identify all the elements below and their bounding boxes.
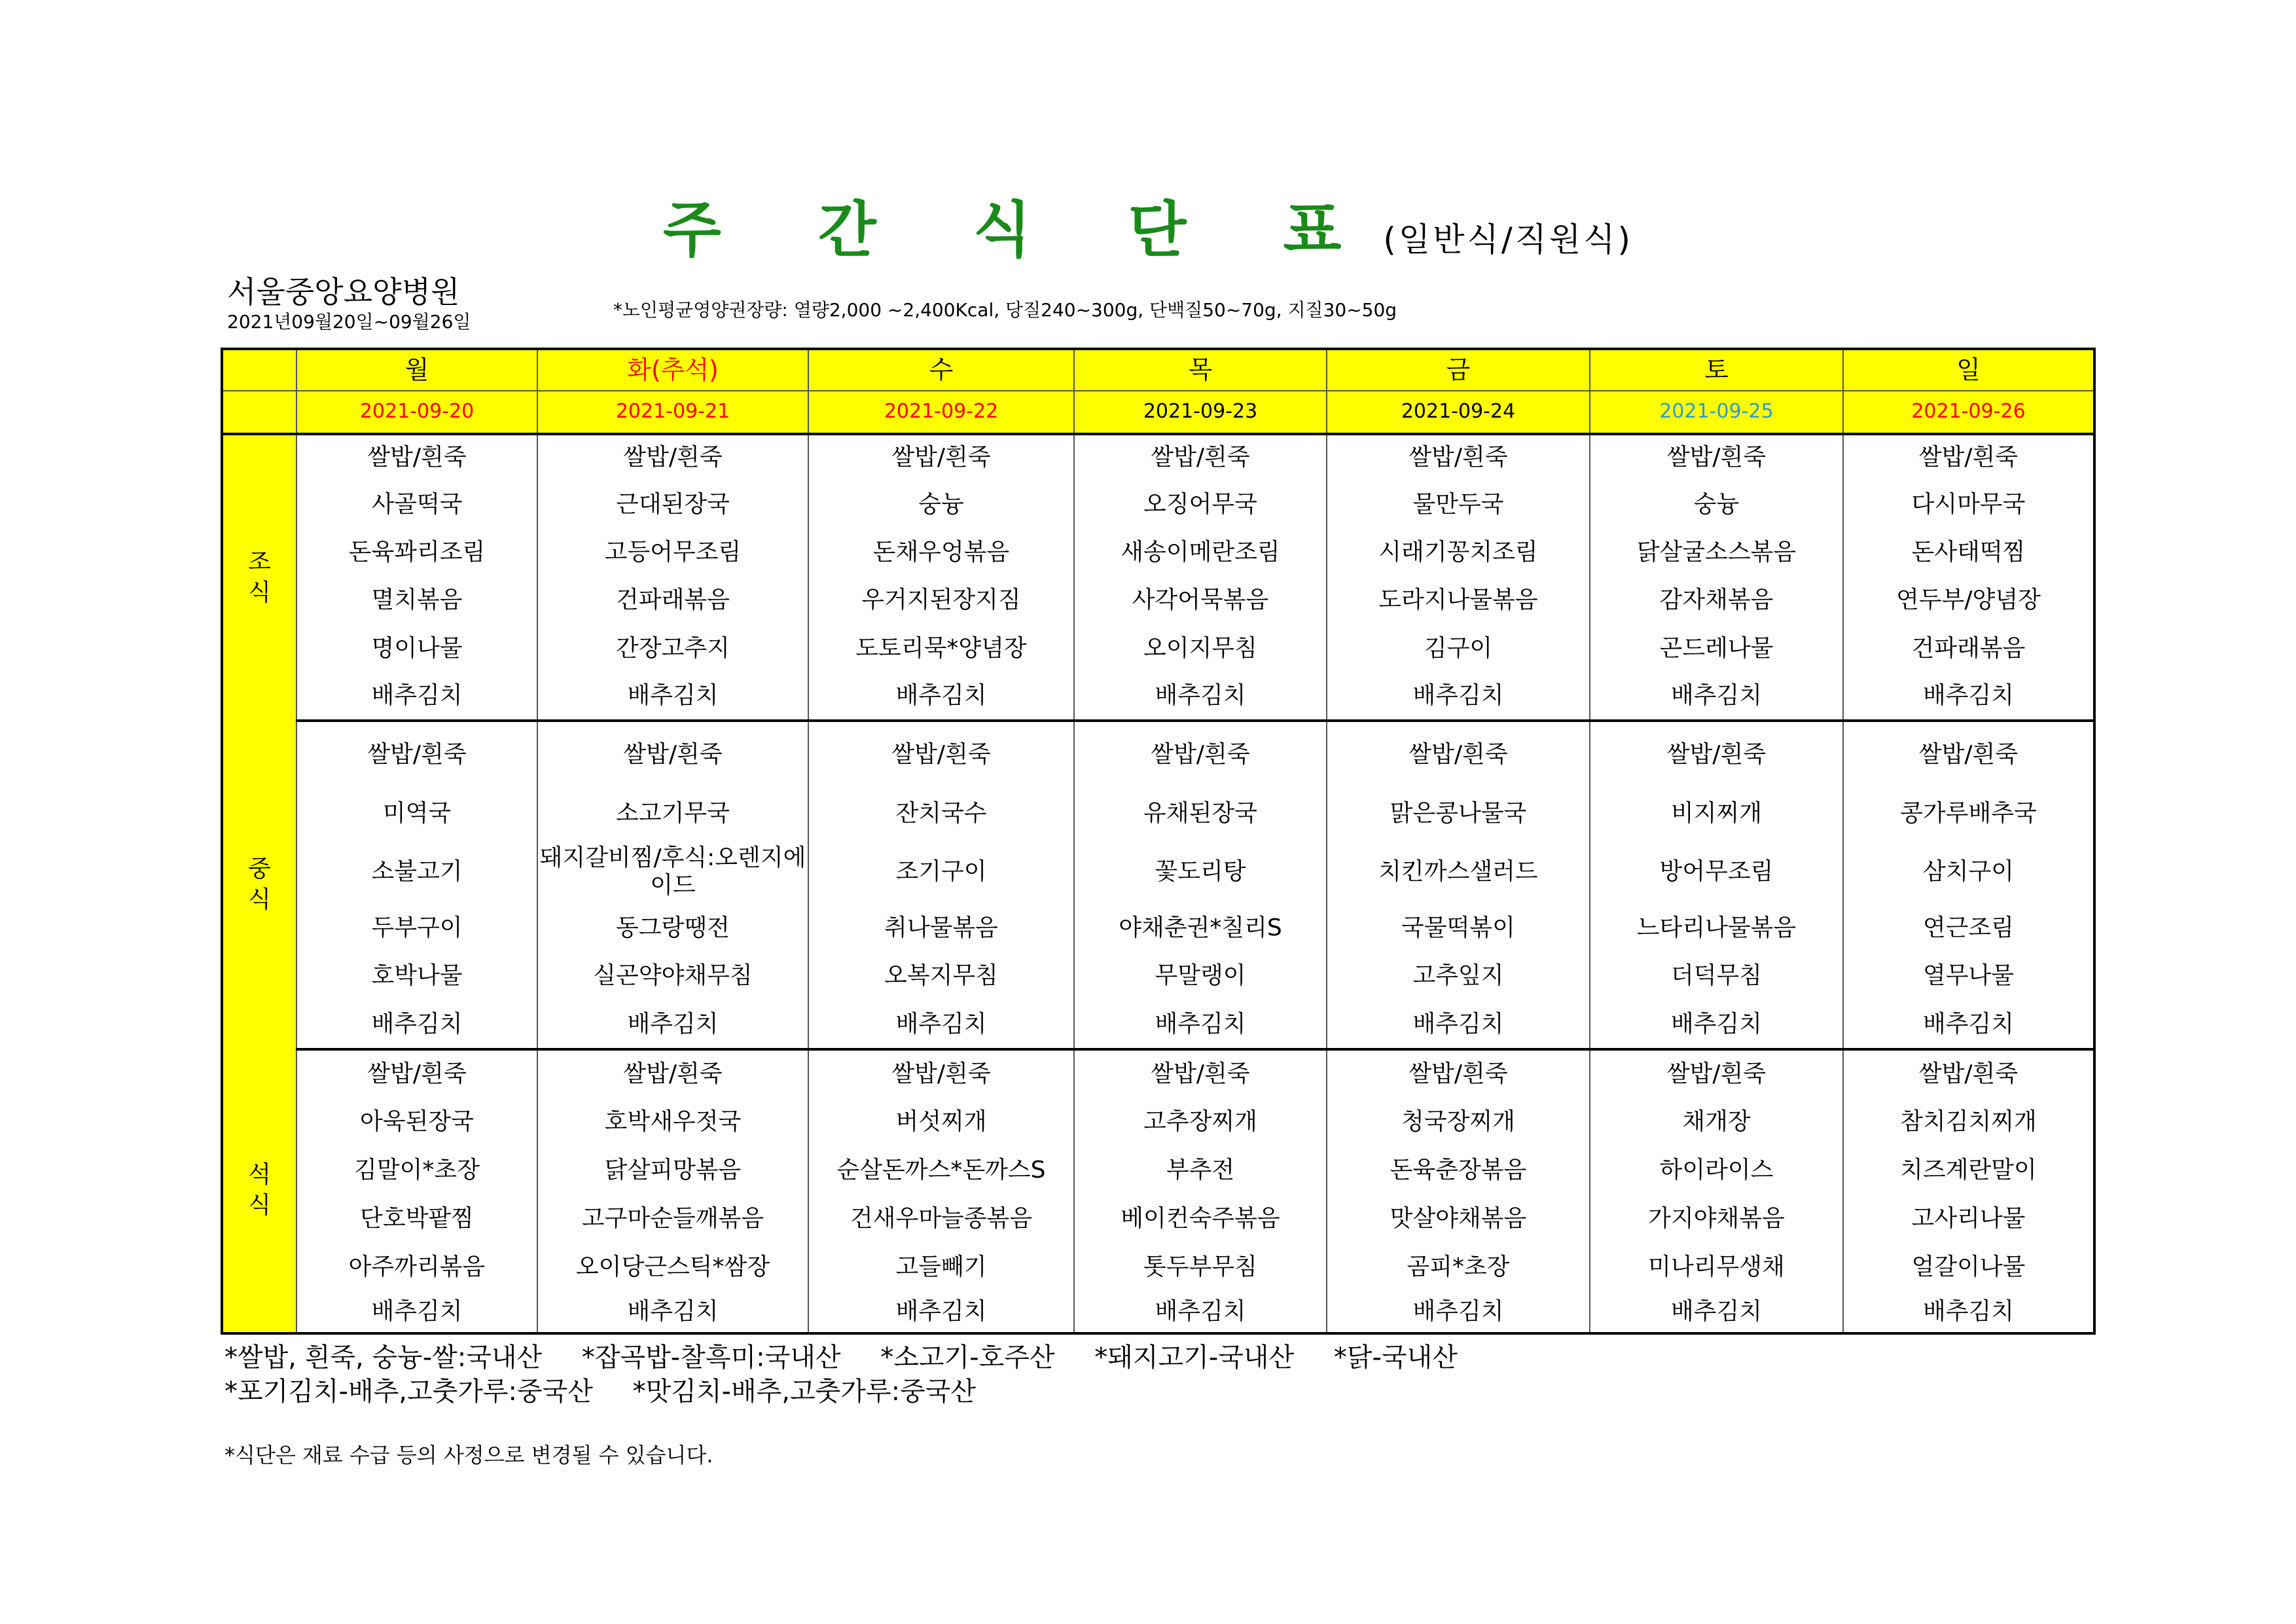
origin-notes bbox=[224, 1341, 1458, 1409]
title-main: 주 간 식 단 표 bbox=[662, 195, 1380, 265]
date-header-row bbox=[222, 391, 2094, 434]
menu-row bbox=[222, 434, 2094, 480]
origin-note: *포기김치-배추,고춧가루:중국산 bbox=[224, 1377, 593, 1407]
menu-item: 우거지된장지짐 bbox=[808, 576, 1074, 625]
menu-item: 배추김치 bbox=[537, 1291, 808, 1333]
corner-cell bbox=[222, 349, 296, 391]
day-label: 화(추석) bbox=[537, 349, 808, 391]
menu-row bbox=[222, 576, 2094, 625]
menu-item: 단호박팥찜 bbox=[296, 1194, 537, 1243]
meal-label-char: 중 bbox=[248, 856, 271, 883]
menu-item: 쌀밥/흰죽 bbox=[1590, 721, 1843, 788]
menu-item: 배추김치 bbox=[537, 673, 808, 721]
menu-item: 오이지무침 bbox=[1074, 625, 1327, 673]
menu-item: 근대된장국 bbox=[537, 480, 808, 530]
dinner-label bbox=[222, 1049, 296, 1333]
meal-label-text bbox=[248, 1160, 271, 1221]
menu-item: 시래기꽁치조림 bbox=[1327, 530, 1590, 576]
day-date: 2021-09-25 bbox=[1590, 391, 1843, 434]
day-label: 목 bbox=[1074, 349, 1327, 391]
menu-item: 얼갈이나물 bbox=[1843, 1243, 2094, 1291]
day-date: 2021-09-24 bbox=[1327, 391, 1590, 434]
menu-item: 고구마순들깨볶음 bbox=[537, 1194, 808, 1243]
menu-item: 쌀밥/흰죽 bbox=[1843, 434, 2094, 480]
menu-item: 감자채볶음 bbox=[1590, 576, 1843, 625]
menu-row bbox=[222, 673, 2094, 721]
nutrition-note: *노인평균영양권장량: 열량2,000 ~2,400Kcal, 당질240~300g, 단백질50~70g, 지질30~50g bbox=[613, 299, 1397, 321]
menu-item: 삼치구이 bbox=[1843, 839, 2094, 905]
menu-item: 배추김치 bbox=[1590, 673, 1843, 721]
origin-note: *쌀밥, 흰죽, 숭늉-쌀:국내산 bbox=[224, 1343, 543, 1373]
menu-item: 배추김치 bbox=[808, 1291, 1074, 1333]
meal-label-char: 식 bbox=[248, 579, 271, 606]
menu-item: 배추김치 bbox=[1843, 1291, 2094, 1333]
menu-row bbox=[222, 1194, 2094, 1243]
meal-label-text bbox=[248, 547, 271, 609]
menu-item: 숭늉 bbox=[1590, 480, 1843, 530]
menu-item: 돈사태떡찜 bbox=[1843, 530, 2094, 576]
menu-item: 쌀밥/흰죽 bbox=[296, 434, 537, 480]
day-date: 2021-09-26 bbox=[1843, 391, 2094, 434]
menu-item: 쌀밥/흰죽 bbox=[1590, 434, 1843, 480]
menu-item: 미나리무생채 bbox=[1590, 1243, 1843, 1291]
menu-item: 더덕무침 bbox=[1590, 951, 1843, 1000]
menu-item: 돈육꽈리조림 bbox=[296, 530, 537, 576]
menu-item: 맛살야채볶음 bbox=[1327, 1194, 1590, 1243]
menu-item: 비지찌개 bbox=[1590, 788, 1843, 839]
menu-item: 콩가루배추국 bbox=[1843, 788, 2094, 839]
menu-row bbox=[222, 530, 2094, 576]
menu-item: 소불고기 bbox=[296, 839, 537, 905]
menu-item: 도라지나물볶음 bbox=[1327, 576, 1590, 625]
day-date: 2021-09-22 bbox=[808, 391, 1074, 434]
menu-item: 아욱된장국 bbox=[296, 1097, 537, 1146]
menu-item: 배추김치 bbox=[1074, 673, 1327, 721]
menu-item: 쌀밥/흰죽 bbox=[1843, 1049, 2094, 1097]
menu-item: 순살돈까스*돈까스S bbox=[808, 1146, 1074, 1194]
menu-item: 배추김치 bbox=[1327, 1000, 1590, 1049]
menu-item: 호박나물 bbox=[296, 951, 537, 1000]
menu-period: 2021년09월20일~09월26일 bbox=[227, 311, 471, 333]
menu-item: 다시마무국 bbox=[1843, 480, 2094, 530]
disclaimer: *식단은 재료 수급 등의 사정으로 변경될 수 있습니다. bbox=[224, 1443, 713, 1468]
menu-item: 쌀밥/흰죽 bbox=[537, 721, 808, 788]
lunch-label bbox=[222, 721, 296, 1050]
menu-item: 오복지무침 bbox=[808, 951, 1074, 1000]
menu-item: 참치김치찌개 bbox=[1843, 1097, 2094, 1146]
menu-row bbox=[222, 625, 2094, 673]
menu-row bbox=[222, 839, 2094, 905]
menu-item: 사골떡국 bbox=[296, 480, 537, 530]
weekly-menu-table bbox=[221, 348, 2096, 1335]
menu-item: 쌀밥/흰죽 bbox=[808, 721, 1074, 788]
menu-item: 쌀밥/흰죽 bbox=[1074, 721, 1327, 788]
menu-item: 고들빼기 bbox=[808, 1243, 1074, 1291]
menu-item: 연두부/양념장 bbox=[1843, 576, 2094, 625]
corner-cell bbox=[222, 391, 296, 434]
menu-item: 꽃도리탕 bbox=[1074, 839, 1327, 905]
menu-item: 닭살피망볶음 bbox=[537, 1146, 808, 1194]
menu-item: 고등어무조림 bbox=[537, 530, 808, 576]
menu-item: 쌀밥/흰죽 bbox=[296, 1049, 537, 1097]
menu-item: 실곤약야채무침 bbox=[537, 951, 808, 1000]
menu-item: 도토리묵*양념장 bbox=[808, 625, 1074, 673]
menu-item: 건파래볶음 bbox=[1843, 625, 2094, 673]
day-label: 금 bbox=[1327, 349, 1590, 391]
menu-item: 고사리나물 bbox=[1843, 1194, 2094, 1243]
menu-item: 맑은콩나물국 bbox=[1327, 788, 1590, 839]
menu-item: 건새우마늘종볶음 bbox=[808, 1194, 1074, 1243]
menu-item: 닭살굴소스볶음 bbox=[1590, 530, 1843, 576]
day-date: 2021-09-23 bbox=[1074, 391, 1327, 434]
day-label: 일 bbox=[1843, 349, 2094, 391]
menu-row bbox=[222, 951, 2094, 1000]
menu-item: 쌀밥/흰죽 bbox=[808, 434, 1074, 480]
menu-row bbox=[222, 788, 2094, 839]
menu-item: 하이라이스 bbox=[1590, 1146, 1843, 1194]
menu-item: 베이컨숙주볶음 bbox=[1074, 1194, 1327, 1243]
menu-item: 방어무조림 bbox=[1590, 839, 1843, 905]
menu-item: 고추장찌개 bbox=[1074, 1097, 1327, 1146]
menu-item: 배추김치 bbox=[537, 1000, 808, 1049]
menu-item: 배추김치 bbox=[1074, 1291, 1327, 1333]
menu-item: 쌀밥/흰죽 bbox=[537, 434, 808, 480]
menu-item: 동그랑땡전 bbox=[537, 905, 808, 951]
menu-item: 배추김치 bbox=[1843, 673, 2094, 721]
menu-item: 돈육춘장볶음 bbox=[1327, 1146, 1590, 1194]
menu-item: 소고기무국 bbox=[537, 788, 808, 839]
menu-row bbox=[222, 1097, 2094, 1146]
menu-item: 오징어무국 bbox=[1074, 480, 1327, 530]
menu-row bbox=[222, 480, 2094, 530]
menu-item: 돈채우엉볶음 bbox=[808, 530, 1074, 576]
menu-item: 쌀밥/흰죽 bbox=[1843, 721, 2094, 788]
menu-item: 오이당근스틱*쌈장 bbox=[537, 1243, 808, 1291]
origin-note: *맛김치-배추,고춧가루:중국산 bbox=[632, 1377, 976, 1407]
menu-item: 곤드레나물 bbox=[1590, 625, 1843, 673]
meal-label-text bbox=[248, 854, 271, 916]
origin-note: *잡곡밥-찰흑미:국내산 bbox=[581, 1343, 841, 1373]
page-title bbox=[0, 182, 2296, 268]
origin-notes-line-2 bbox=[224, 1375, 1458, 1409]
menu-item: 조기구이 bbox=[808, 839, 1074, 905]
meal-label-char: 식 bbox=[248, 1192, 271, 1219]
menu-item: 김말이*초장 bbox=[296, 1146, 537, 1194]
menu-item: 새송이메란조림 bbox=[1074, 530, 1327, 576]
origin-note: *돼지고기-국내산 bbox=[1094, 1343, 1295, 1373]
menu-item: 배추김치 bbox=[808, 1000, 1074, 1049]
menu-item: 배추김치 bbox=[1074, 1000, 1327, 1049]
menu-item: 고추잎지 bbox=[1327, 951, 1590, 1000]
menu-item: 버섯찌개 bbox=[808, 1097, 1074, 1146]
day-date: 2021-09-20 bbox=[296, 391, 537, 434]
menu-item: 쌀밥/흰죽 bbox=[808, 1049, 1074, 1097]
menu-item: 가지야채볶음 bbox=[1590, 1194, 1843, 1243]
menu-row bbox=[222, 1049, 2094, 1097]
menu-item: 쌀밥/흰죽 bbox=[1327, 1049, 1590, 1097]
menu-item: 청국장찌개 bbox=[1327, 1097, 1590, 1146]
menu-item: 배추김치 bbox=[1327, 1291, 1590, 1333]
menu-row bbox=[222, 1243, 2094, 1291]
menu-item: 무말랭이 bbox=[1074, 951, 1327, 1000]
menu-item: 부추전 bbox=[1074, 1146, 1327, 1194]
menu-item: 숭늉 bbox=[808, 480, 1074, 530]
menu-item: 쌀밥/흰죽 bbox=[1327, 721, 1590, 788]
menu-item: 배추김치 bbox=[808, 673, 1074, 721]
menu-item: 배추김치 bbox=[296, 1000, 537, 1049]
menu-item: 명이나물 bbox=[296, 625, 537, 673]
day-header-row bbox=[222, 349, 2094, 391]
menu-item: 유채된장국 bbox=[1074, 788, 1327, 839]
menu-item: 쌀밥/흰죽 bbox=[1590, 1049, 1843, 1097]
menu-item: 연근조림 bbox=[1843, 905, 2094, 951]
menu-item: 톳두부무침 bbox=[1074, 1243, 1327, 1291]
meal-label-char: 석 bbox=[248, 1161, 271, 1189]
menu-item: 쌀밥/흰죽 bbox=[537, 1049, 808, 1097]
menu-item: 사각어묵볶음 bbox=[1074, 576, 1327, 625]
menu-item: 열무나물 bbox=[1843, 951, 2094, 1000]
day-label: 월 bbox=[296, 349, 537, 391]
menu-item: 간장고추지 bbox=[537, 625, 808, 673]
menu-item: 멸치볶음 bbox=[296, 576, 537, 625]
title-sub: (일반식/직원식) bbox=[1383, 221, 1634, 259]
menu-row bbox=[222, 1146, 2094, 1194]
menu-item: 두부구이 bbox=[296, 905, 537, 951]
origin-note: *닭-국내산 bbox=[1333, 1343, 1458, 1373]
menu-item: 아주까리볶음 bbox=[296, 1243, 537, 1291]
origin-notes-line-1 bbox=[224, 1341, 1458, 1375]
menu-item: 쌀밥/흰죽 bbox=[1327, 434, 1590, 480]
menu-item: 배추김치 bbox=[296, 1291, 537, 1333]
menu-item: 국물떡볶이 bbox=[1327, 905, 1590, 951]
menu-item: 배추김치 bbox=[1590, 1000, 1843, 1049]
origin-note: *소고기-호주산 bbox=[880, 1343, 1055, 1373]
day-date: 2021-09-21 bbox=[537, 391, 808, 434]
menu-item: 잔치국수 bbox=[808, 788, 1074, 839]
menu-item: 호박새우젓국 bbox=[537, 1097, 808, 1146]
meal-label-char: 조 bbox=[248, 548, 271, 575]
menu-item: 건파래볶음 bbox=[537, 576, 808, 625]
menu-item: 야채춘권*칠리S bbox=[1074, 905, 1327, 951]
menu-row bbox=[222, 721, 2094, 788]
menu-item: 채개장 bbox=[1590, 1097, 1843, 1146]
day-label: 토 bbox=[1590, 349, 1843, 391]
menu-item: 김구이 bbox=[1327, 625, 1590, 673]
menu-item: 미역국 bbox=[296, 788, 537, 839]
menu-row bbox=[222, 1291, 2094, 1333]
day-label: 수 bbox=[808, 349, 1074, 391]
menu-item: 쌀밥/흰죽 bbox=[1074, 1049, 1327, 1097]
menu-item: 취나물볶음 bbox=[808, 905, 1074, 951]
menu-item: 배추김치 bbox=[296, 673, 537, 721]
menu-item: 치킨까스샐러드 bbox=[1327, 839, 1590, 905]
menu-item: 곰피*초장 bbox=[1327, 1243, 1590, 1291]
breakfast-label bbox=[222, 434, 296, 721]
menu-item: 쌀밥/흰죽 bbox=[296, 721, 537, 788]
menu-item: 치즈계란말이 bbox=[1843, 1146, 2094, 1194]
menu-item: 느타리나물볶음 bbox=[1590, 905, 1843, 951]
menu-row bbox=[222, 1000, 2094, 1049]
menu-item: 배추김치 bbox=[1590, 1291, 1843, 1333]
menu-item: 돼지갈비찜/후식:오렌지에이드 bbox=[537, 839, 808, 905]
meal-label-char: 식 bbox=[248, 886, 271, 913]
menu-item: 배추김치 bbox=[1327, 673, 1590, 721]
menu-item: 배추김치 bbox=[1843, 1000, 2094, 1049]
menu-item: 물만두국 bbox=[1327, 480, 1590, 530]
hospital-name: 서울중앙요양병원 bbox=[227, 274, 460, 310]
menu-row bbox=[222, 905, 2094, 951]
menu-item: 쌀밥/흰죽 bbox=[1074, 434, 1327, 480]
